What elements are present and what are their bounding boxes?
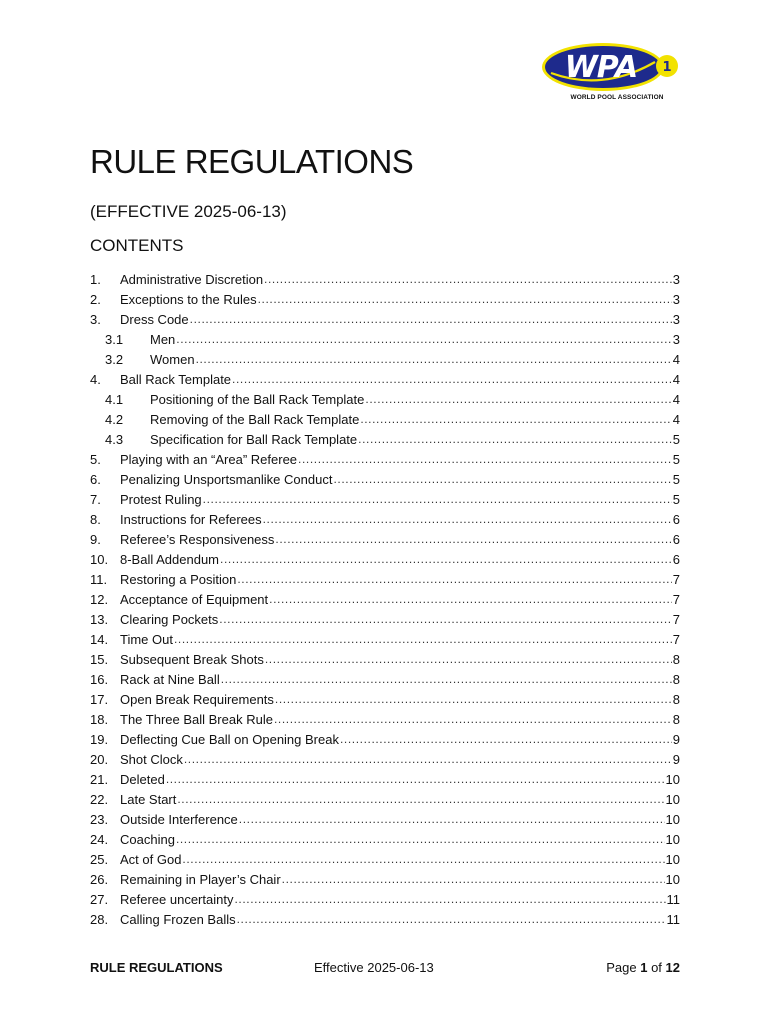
footer-effective-date: Effective 2025-06-13	[314, 960, 434, 975]
toc-entry[interactable]	[90, 369, 680, 389]
toc-entry-label[interactable]: Specification for Ball Rack Template	[150, 431, 358, 447]
toc-entry-label[interactable]: Playing with an “Area” Referee	[120, 451, 298, 467]
footer-page-of: of	[647, 960, 666, 975]
toc-entry-page[interactable]: 10	[665, 851, 680, 867]
logo-caption: WORLD POOL ASSOCIATION	[570, 94, 664, 101]
toc-entry-label[interactable]: Shot Clock	[120, 751, 183, 767]
toc-entry-page[interactable]: 7	[672, 611, 680, 627]
toc-dot-leader	[269, 592, 672, 606]
toc-entry-number: 5.	[90, 451, 101, 467]
toc-entry[interactable]	[90, 489, 680, 509]
toc-entry-page[interactable]: 8	[672, 651, 680, 667]
toc-entry-label[interactable]: Referee’s Responsiveness	[120, 531, 275, 547]
toc-entry[interactable]	[90, 669, 680, 689]
footer-document-title: RULE REGULATIONS	[90, 960, 223, 975]
toc-entry-number: 23.	[90, 811, 109, 827]
logo-badge: 1	[662, 60, 672, 75]
toc-entry-page[interactable]: 9	[672, 751, 680, 767]
toc-entry[interactable]	[90, 449, 680, 469]
page-footer	[90, 960, 680, 980]
toc-entry-label[interactable]: Subsequent Break Shots	[120, 651, 264, 667]
toc-entry-label[interactable]: Men	[150, 331, 176, 347]
toc-entry-number: 3.	[90, 311, 101, 327]
toc-entry-number: 19.	[90, 731, 109, 747]
toc-dot-leader	[190, 312, 672, 326]
toc-entry-number: 4.1	[105, 391, 124, 407]
toc-entry[interactable]	[90, 529, 680, 549]
toc-dot-leader	[177, 792, 664, 806]
toc-entry[interactable]	[90, 509, 680, 529]
toc-dot-leader	[220, 552, 672, 566]
toc-entry[interactable]	[90, 629, 680, 649]
toc-dot-leader	[275, 532, 671, 546]
toc-entry[interactable]	[90, 409, 680, 429]
toc-entry-number: 4.2	[105, 411, 124, 427]
toc-dot-leader	[184, 752, 672, 766]
toc-entry-number: 22.	[90, 791, 109, 807]
toc-entry[interactable]	[90, 289, 680, 309]
toc-entry-page[interactable]: 11	[666, 911, 680, 927]
toc-entry-page[interactable]: 6	[672, 551, 680, 567]
toc-entry-page[interactable]: 3	[672, 271, 680, 287]
toc-entry-number: 20.	[90, 751, 109, 767]
logo-wordmark: WPA	[564, 50, 638, 85]
footer-page-prefix: Page	[606, 960, 641, 975]
toc-entry-page[interactable]: 4	[672, 371, 680, 387]
toc-entry-page[interactable]: 10	[665, 791, 680, 807]
toc-entry[interactable]	[90, 909, 680, 929]
toc-entry-page[interactable]: 7	[672, 571, 680, 587]
toc-entry-number: 25.	[90, 851, 109, 867]
toc-entry-page[interactable]: 5	[672, 471, 680, 487]
wpa-logo-icon	[541, 40, 681, 94]
toc-entry-label[interactable]: Remaining in Player’s Chair	[120, 871, 281, 887]
toc-entry-label[interactable]: Time Out	[120, 631, 173, 647]
toc-entry-number: 21.	[90, 771, 109, 787]
toc-entry-page[interactable]: 10	[665, 831, 680, 847]
toc-entry[interactable]	[90, 609, 680, 629]
toc-entry-number: 9.	[90, 531, 101, 547]
toc-entry-number: 8.	[90, 511, 101, 527]
toc-entry-page[interactable]: 6	[672, 511, 680, 527]
toc-dot-leader	[360, 412, 671, 426]
toc-entry[interactable]	[90, 709, 680, 729]
toc-dot-leader	[166, 772, 665, 786]
toc-entry[interactable]	[90, 889, 680, 909]
toc-dot-leader	[333, 472, 671, 486]
toc-entry-label[interactable]: Penalizing Unsportsmanlike Conduct	[120, 471, 333, 487]
toc-entry-label[interactable]: Calling Frozen Balls	[120, 911, 236, 927]
toc-entry[interactable]	[90, 829, 680, 849]
toc-entry[interactable]	[90, 689, 680, 709]
toc-dot-leader	[298, 452, 672, 466]
toc-dot-leader	[275, 692, 672, 706]
toc-dot-leader	[182, 852, 664, 866]
toc-dot-leader	[234, 892, 665, 906]
toc-dot-leader	[221, 672, 672, 686]
toc-entry-page[interactable]: 3	[672, 311, 680, 327]
toc-entry-page[interactable]: 5	[672, 491, 680, 507]
toc-entry-page[interactable]: 10	[665, 871, 680, 887]
toc-entry[interactable]	[90, 309, 680, 329]
toc-entry-label[interactable]: Administrative Discretion	[120, 271, 264, 287]
toc-dot-leader	[176, 832, 665, 846]
toc-entry-page[interactable]: 8	[672, 691, 680, 707]
toc-entry-page[interactable]: 9	[672, 731, 680, 747]
footer-page-current: 1	[640, 960, 648, 975]
toc-dot-leader	[282, 872, 665, 886]
toc-dot-leader	[258, 292, 672, 306]
toc-entry-label[interactable]: Outside Interference	[120, 811, 238, 827]
toc-entry-page[interactable]: 4	[672, 411, 680, 427]
toc-entry-number: 2.	[90, 291, 101, 307]
toc-entry[interactable]	[90, 729, 680, 749]
toc-entry-number: 18.	[90, 711, 109, 727]
toc-entry[interactable]	[90, 269, 680, 289]
toc-entry-number: 3.2	[105, 351, 124, 367]
toc-entry-label[interactable]: 8-Ball Addendum	[120, 551, 220, 567]
toc-entry-label[interactable]: Removing of the Ball Rack Template	[150, 411, 360, 427]
toc-entry-number: 12.	[90, 591, 109, 607]
toc-dot-leader	[340, 732, 672, 746]
toc-dot-leader	[174, 632, 672, 646]
contents-heading: CONTENTS	[90, 236, 184, 255]
toc-entry-page[interactable]: 10	[665, 771, 680, 787]
toc-entry-label[interactable]: Rack at Nine Ball	[120, 671, 220, 687]
toc-entry-page[interactable]: 4	[672, 351, 680, 367]
toc-dot-leader	[274, 712, 672, 726]
toc-entry-page[interactable]: 5	[672, 451, 680, 467]
toc-dot-leader	[203, 492, 672, 506]
toc-entry-page[interactable]: 8	[672, 671, 680, 687]
toc-entry[interactable]	[90, 569, 680, 589]
toc-entry-number: 4.3	[105, 431, 124, 447]
wpa-logo	[541, 40, 681, 106]
toc-dot-leader	[358, 432, 672, 446]
toc-entry-number: 27.	[90, 891, 109, 907]
toc-entry-page[interactable]: 3	[672, 291, 680, 307]
toc-entry[interactable]	[90, 849, 680, 869]
toc-dot-leader	[237, 912, 666, 926]
toc-entry-label[interactable]: Restoring a Position	[120, 571, 237, 587]
toc-entry-page[interactable]: 7	[672, 591, 680, 607]
toc-entry[interactable]	[90, 389, 680, 409]
toc-entry[interactable]	[90, 589, 680, 609]
toc-entry-number: 3.1	[105, 331, 124, 347]
toc-entry-page[interactable]: 7	[672, 631, 680, 647]
toc-entry-page[interactable]: 10	[665, 811, 680, 827]
toc-entry-label[interactable]: Coaching	[120, 831, 175, 847]
page-title: RULE REGULATIONS	[90, 143, 414, 180]
footer-page-total: 12	[665, 960, 680, 975]
toc-entry[interactable]	[90, 769, 680, 789]
toc-dot-leader	[237, 572, 671, 586]
toc-dot-leader	[265, 652, 672, 666]
toc-entry-label[interactable]: Clearing Pockets	[120, 611, 219, 627]
toc-entry-label[interactable]: Dress Code	[120, 311, 189, 327]
page-subtitle: (EFFECTIVE 2025-06-13)	[90, 202, 287, 221]
toc-entry-number: 26.	[90, 871, 109, 887]
toc-entry-page[interactable]: 4	[672, 391, 680, 407]
toc-dot-leader	[264, 272, 672, 286]
toc-entry-number: 4.	[90, 371, 101, 387]
toc-entry-number: 10.	[90, 551, 109, 567]
toc-entry[interactable]	[90, 429, 680, 449]
toc-entry-number: 6.	[90, 471, 101, 487]
toc-entry-label[interactable]: The Three Ball Break Rule	[120, 711, 273, 727]
toc-dot-leader	[365, 392, 671, 406]
toc-entry[interactable]	[90, 809, 680, 829]
toc-entry[interactable]	[90, 649, 680, 669]
toc-entry-number: 17.	[90, 691, 109, 707]
toc-entry-number: 13.	[90, 611, 109, 627]
toc-entry-number: 28.	[90, 911, 109, 927]
toc-entry[interactable]	[90, 749, 680, 769]
toc-entry-number: 7.	[90, 491, 101, 507]
toc-entry-page[interactable]: 3	[672, 331, 680, 347]
toc-entry-number: 15.	[90, 651, 109, 667]
toc-entry[interactable]	[90, 469, 680, 489]
toc-entry-label[interactable]: Late Start	[120, 791, 177, 807]
toc-dot-leader	[176, 332, 671, 346]
footer-page-number	[606, 960, 680, 975]
toc-entry[interactable]	[90, 789, 680, 809]
toc-entry[interactable]	[90, 349, 680, 369]
toc-entry-label[interactable]: Open Break Requirements	[120, 691, 274, 707]
toc-entry-label[interactable]: Referee uncertainty	[120, 891, 234, 907]
toc-entry-page[interactable]: 6	[672, 531, 680, 547]
toc-entry-number: 24.	[90, 831, 109, 847]
toc-entry-label[interactable]: Ball Rack Template	[120, 371, 232, 387]
toc-entry-number: 11.	[90, 571, 108, 587]
toc-entry-number: 14.	[90, 631, 109, 647]
toc-entry-label[interactable]: Instructions for Referees	[120, 511, 262, 527]
toc-dot-leader	[263, 512, 672, 526]
toc-entry-label[interactable]: Acceptance of Equipment	[120, 591, 269, 607]
toc-entry-label[interactable]: Act of God	[120, 851, 182, 867]
toc-dot-leader	[232, 372, 672, 386]
toc-entry-label[interactable]: Deleted	[120, 771, 165, 787]
toc-entry-label[interactable]: Protest Ruling	[120, 491, 202, 507]
toc-entry-page[interactable]: 8	[672, 711, 680, 727]
toc-entry[interactable]	[90, 329, 680, 349]
toc-entry[interactable]	[90, 869, 680, 889]
table-of-contents	[90, 269, 680, 929]
toc-entry-label[interactable]: Women	[150, 351, 195, 367]
toc-entry-number: 1.	[90, 271, 101, 287]
toc-entry-page[interactable]: 5	[672, 431, 680, 447]
toc-entry-label[interactable]: Positioning of the Ball Rack Template	[150, 391, 365, 407]
toc-dot-leader	[219, 612, 671, 626]
toc-entry-number: 16.	[90, 671, 109, 687]
toc-entry-page[interactable]: 11	[666, 891, 680, 907]
toc-entry-label[interactable]: Deflecting Cue Ball on Opening Break	[120, 731, 339, 747]
toc-entry-label[interactable]: Exceptions to the Rules	[120, 291, 257, 307]
toc-dot-leader	[196, 352, 672, 366]
toc-dot-leader	[239, 812, 665, 826]
toc-entry[interactable]	[90, 549, 680, 569]
